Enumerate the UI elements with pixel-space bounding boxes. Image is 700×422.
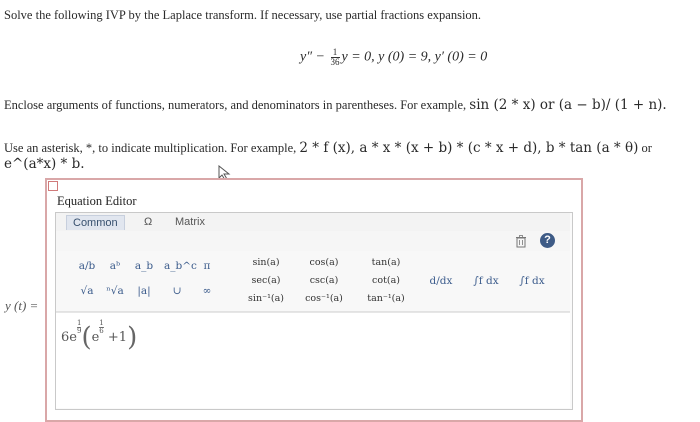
cos-button[interactable]: cos(a) — [309, 257, 339, 268]
inner-exp-num: 1 — [99, 319, 104, 327]
tan-button[interactable]: tan(a) — [371, 257, 401, 268]
editor-tab-bar — [56, 213, 570, 232]
exp-num: 1 — [76, 319, 82, 327]
pi-button[interactable]: π — [203, 260, 211, 272]
derivative-button[interactable]: d/dx — [429, 275, 453, 287]
arctan-button[interactable]: tan⁻¹(a) — [367, 293, 405, 304]
ivp-lhs: y″ − — [300, 49, 329, 65]
union-button[interactable]: ∪ — [172, 285, 182, 297]
asterisk-instruction — [4, 140, 700, 172]
ivp-fraction — [331, 48, 340, 67]
inner-e: e — [91, 330, 100, 345]
ivp-frac-num: 1 — [331, 48, 340, 58]
instruction-text: Enclose arguments of functions, numerators, and denominators in parentheses. For example, — [4, 98, 470, 112]
ivp-rest: y = 0, y (0) = 9, y′ (0) = 0 — [341, 49, 488, 65]
instruction-example: 2 * f (x), a * x * (x + b) * (c * x + d), b * tan (a * θ) — [299, 140, 639, 156]
integral-button[interactable]: ∫f dx — [473, 275, 499, 287]
symbol-palette — [56, 251, 570, 312]
answer-coefficient: 6e — [61, 330, 77, 345]
answer-label: y (t) = — [5, 298, 39, 313]
close-paren: ) — [127, 322, 138, 353]
tab-matrix[interactable]: Matrix — [175, 216, 205, 228]
tab-common[interactable]: Common — [66, 215, 125, 230]
exp-den: 9 — [76, 327, 82, 335]
instruction-or: or — [638, 141, 652, 155]
arcsin-button[interactable]: sin⁻¹(a) — [248, 293, 284, 304]
editor-title: Equation Editor — [57, 194, 137, 208]
open-paren: ( — [81, 322, 92, 353]
help-icon[interactable]: ? — [540, 233, 555, 248]
parentheses-instruction — [4, 97, 667, 113]
trash-icon[interactable] — [515, 235, 527, 248]
answer-tail: +1 — [103, 330, 128, 345]
sub-sup-button[interactable]: a_b^c — [164, 260, 197, 272]
ivp-frac-den: 36 — [330, 57, 340, 67]
sec-button[interactable]: sec(a) — [251, 275, 281, 286]
subscript-button[interactable]: a_b — [134, 260, 154, 272]
definite-integral-button[interactable]: ∫f dx — [519, 275, 545, 287]
csc-button[interactable]: csc(a) — [309, 275, 339, 286]
cot-button[interactable]: cot(a) — [372, 275, 400, 286]
nthroot-button[interactable]: ⁿ√a — [106, 285, 124, 297]
answer-expression — [61, 320, 137, 353]
tab-symbols[interactable]: Ω — [144, 216, 153, 228]
ivp-equation — [300, 48, 487, 67]
arccos-button[interactable]: cos⁻¹(a) — [305, 293, 343, 304]
editor-resize-handle[interactable] — [48, 181, 58, 191]
sin-button[interactable]: sin(a) — [252, 257, 280, 268]
instruction-example-exp: e^(a*x) * b. — [4, 156, 85, 172]
fraction-button[interactable]: a/b — [78, 260, 96, 272]
instruction-example: sin (2 * x) or (a − b)/ (1 + n). — [469, 97, 667, 113]
inner-exp-den: 6 — [99, 327, 104, 335]
editor-toolbar — [56, 231, 570, 251]
instruction-text: Use an asterisk, *, to indicate multiplication. For example, — [4, 141, 300, 155]
abs-button[interactable]: |a| — [137, 285, 151, 297]
sqrt-button[interactable]: √a — [80, 285, 94, 297]
problem-statement: Solve the following IVP by the Laplace transform. If necessary, use partial fractions expansion. — [4, 8, 482, 22]
infinity-button[interactable]: ∞ — [202, 285, 212, 297]
power-button[interactable]: aᵇ — [109, 260, 121, 272]
